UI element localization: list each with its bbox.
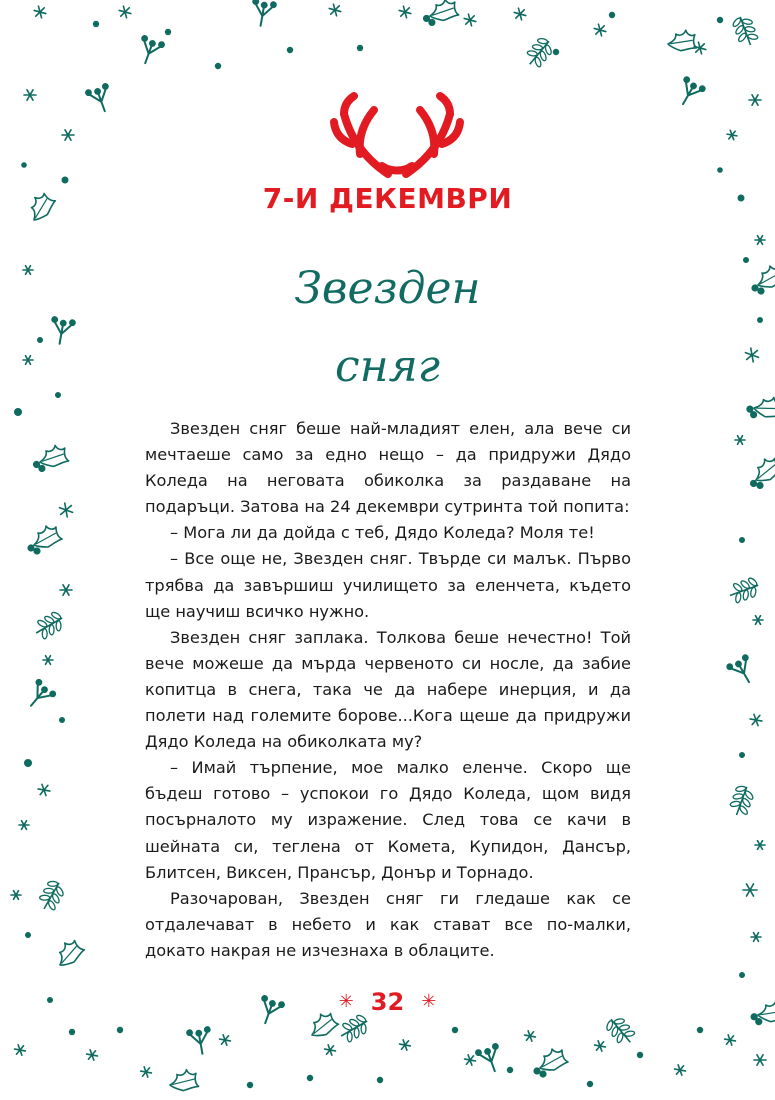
page-number: 32 — [370, 988, 405, 1016]
date-heading: 7-И ДЕКЕМВРИ — [262, 182, 513, 215]
paragraph: – Все още не, Звезден сняг. Твърде си малък. Първо трябва да завършиш училището за еленчета, където ще научиш всичко нужно. — [145, 549, 631, 621]
antlers-icon — [330, 92, 464, 178]
star-icon: ✳ — [421, 991, 437, 1012]
paragraph: – Мога ли да дойда с теб, Дядо Коледа? Моля те! — [170, 523, 595, 543]
title-line-2: сняг — [335, 341, 440, 392]
paragraph: Звезден сняг беше най-младият елен, ала вече си мечтаеше само за едно нещо – да придружи Дядо Коледа на неговата обиколка за раздаване на подаръци. Затова на 24 декември сутринта той попита: — [145, 419, 631, 517]
paragraph: Звезден сняг заплака. Толкова беше нечестно! Той вече можеше да мърда червеното си носле, да забие копитца в снега, така че да набере инерция, и да полети над големите борове...Кога щеше да придружи Дядо Коледа на обиколката му? — [145, 627, 631, 752]
paragraph: Разочарован, Звезден сняг ги гледаше как се отдалечават в небето и как стават все по-малки, докато накрая не изчезнаха в облаците. — [145, 888, 631, 960]
story-body — [145, 416, 631, 964]
page-footer — [0, 988, 775, 1016]
star-icon: ✳ — [338, 991, 354, 1012]
title-line-1: Звезден — [294, 263, 481, 314]
paragraph: – Имай търпение, мое малко еленче. Скоро ще бъдеш готово – успокои го Дядо Коледа, щом видя посърналото му изражение. След това се качи в шейната си, теглена от Комета, Купидон, Дансър, Блитсен, Виксен, Прансър, Донър и Торнадо. — [145, 758, 631, 882]
story-title — [0, 250, 775, 406]
